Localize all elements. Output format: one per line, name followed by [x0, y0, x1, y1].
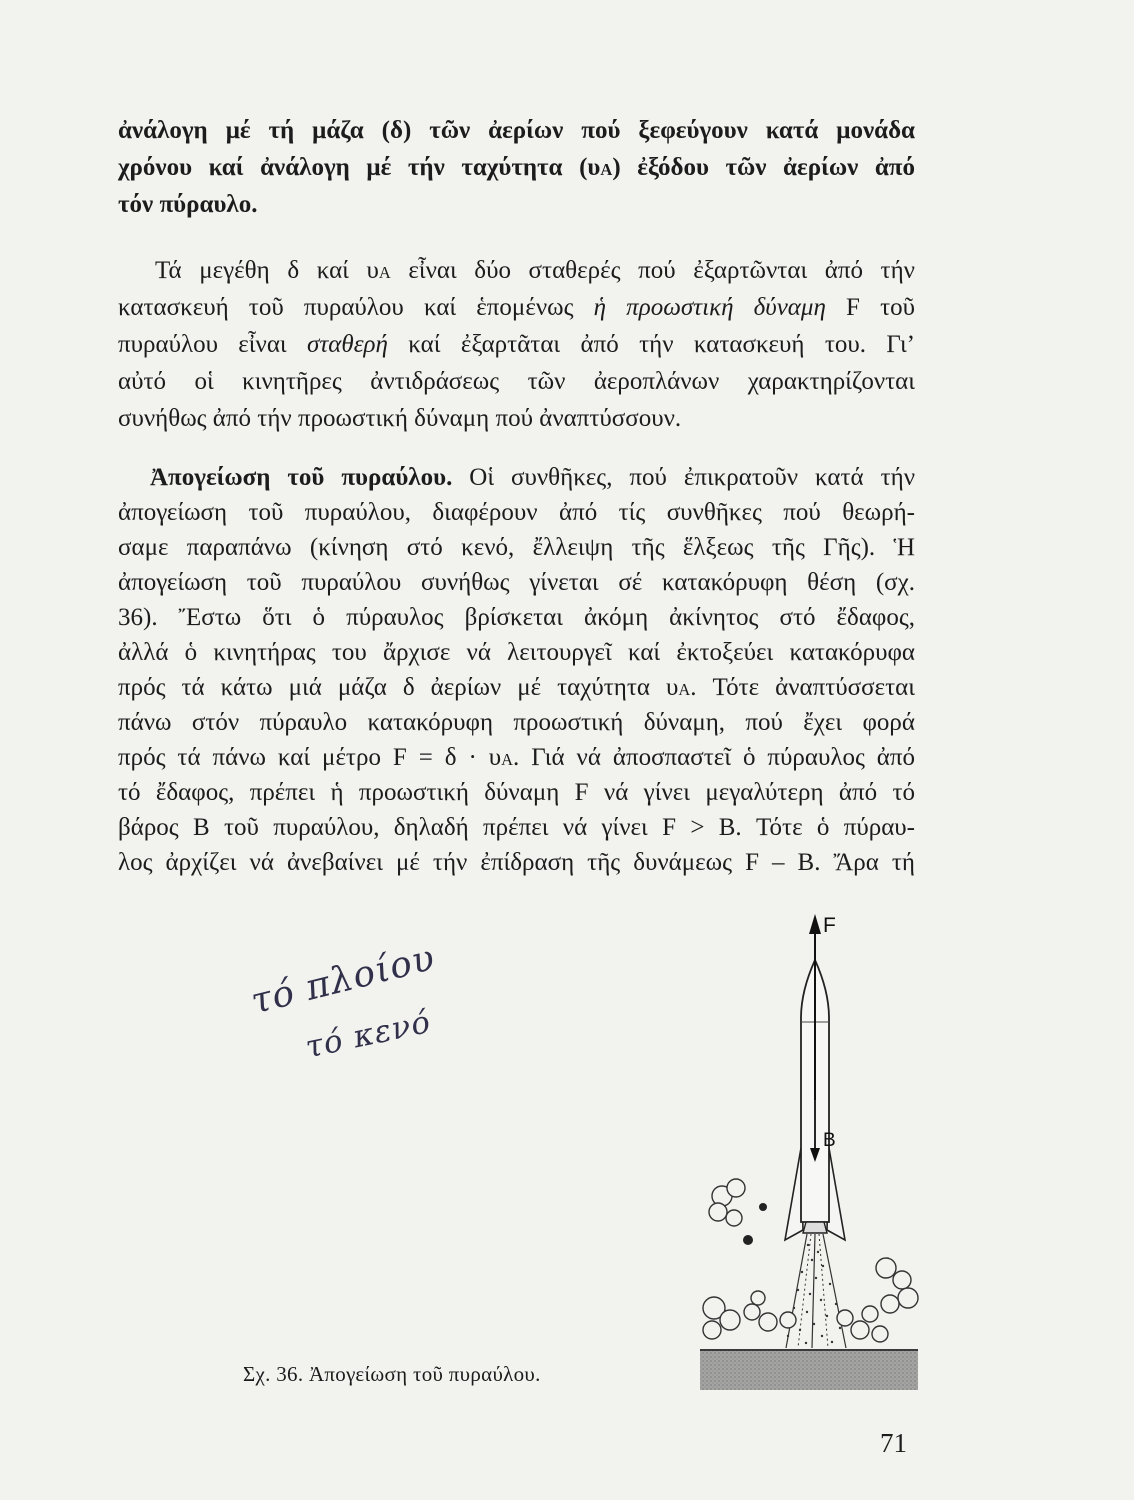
- text-run: ἀλλά ὁ κινητήρας του ἄρχισε νά λειτουργεῖ καί ἐκτοξεύει κατακόρυφα: [118, 639, 915, 666]
- text-run: χρόνου καί ἀνάλογη μέ τήν ταχύτητα (υ: [118, 154, 601, 181]
- text-line: [118, 400, 915, 437]
- text-line: [118, 252, 915, 289]
- smoke-cloud-bottom-left: [703, 1291, 796, 1339]
- text-run: F τοῦ: [825, 294, 916, 321]
- page-number: 71: [880, 1428, 907, 1458]
- text-run: πυραύλου εἶναι: [118, 331, 308, 358]
- text-line: [118, 363, 915, 400]
- text-run: ἀπογείωση τοῦ πυραύλου, διαφέρουν ἀπό τίς συνθῆκες πού θεωρή-: [118, 499, 915, 526]
- paragraph-bold-definition: [118, 112, 915, 223]
- handwritten-note: τό πλοίου: [247, 937, 440, 1023]
- text-run: σταθερή: [307, 331, 388, 358]
- text-run: . Τότε ἀναπτύσσεται: [690, 674, 915, 701]
- text-line: [118, 186, 915, 223]
- debris-dot: [743, 1235, 753, 1245]
- text-run: 36). Ἔστω ὅτι ὁ πύραυλος βρίσκεται ἀκόμη ἀκίνητος στό ἔδαφος,: [118, 604, 915, 631]
- text-line: [118, 740, 915, 775]
- text-run: Ἀπογείωση τοῦ πυραύλου.: [150, 464, 453, 491]
- text-line: [118, 810, 915, 845]
- paragraph-rocket-launch: [118, 460, 915, 880]
- smoke-cloud-right: [837, 1258, 918, 1342]
- weight-label: B: [823, 1130, 836, 1151]
- rocket-launch-figure: [690, 900, 930, 1400]
- text-run: A: [378, 263, 391, 282]
- figure-caption: Σχ. 36. Ἀπογείωση τοῦ πυραύλου.: [243, 1362, 541, 1386]
- text-run: αὐτό οἱ κινητῆρες ἀντιδράσεως τῶν ἀεροπλάνων χαρακτηρίζονται: [118, 368, 915, 395]
- text-run: A: [678, 680, 691, 699]
- text-run: κατασκευή τοῦ πυραύλου καί ἑπομένως: [118, 294, 594, 321]
- text-run: Οἱ συνθῆκες, πού ἐπικρατοῦν κατά τήν: [452, 464, 915, 491]
- text-run: πρός τά κάτω μιά μάζα δ ἀερίων μέ ταχύτητα υ: [118, 674, 679, 701]
- text-line: [118, 495, 915, 530]
- text-line: [118, 289, 915, 326]
- text-line: [118, 530, 915, 565]
- text-run: ) ἐξόδου τῶν ἀερίων ἀπό: [612, 154, 915, 181]
- text-line: [118, 845, 915, 880]
- text-run: A: [501, 750, 514, 769]
- debris-dot: [759, 1203, 767, 1211]
- text-run: καί ἐξαρτᾶται ἀπό τήν κατασκευή του. Γι’: [387, 331, 915, 358]
- paragraph-thrust-constant: [118, 252, 915, 437]
- text-line: [118, 600, 915, 635]
- text-line: [118, 326, 915, 363]
- text-line: [118, 775, 915, 810]
- ground: [700, 1350, 918, 1390]
- text-run: τό ἔδαφος, πρέπει ἡ προωστική δύναμη F νά γίνει μεγαλύτερη ἀπό τό: [118, 779, 915, 806]
- text-run: πρός τά πάνω καί μέτρο F = δ · υ: [118, 744, 502, 771]
- text-run: τόν πύραυλο.: [118, 191, 258, 218]
- exhaust-plume: [786, 1234, 846, 1348]
- text-line: [118, 112, 915, 149]
- rocket-nozzle: [803, 1222, 827, 1233]
- text-run: σαμε παραπάνω (κίνηση στό κενό, ἔλλειψη τῆς ἕλξεως τῆς Γῆς). Ἡ: [118, 534, 915, 561]
- text-line: [118, 705, 915, 740]
- text-run: βάρος B τοῦ πυραύλου, δηλαδή πρέπει νά γίνει F > B. Τότε ὁ πύραυ-: [118, 814, 915, 841]
- text-run: πάνω στόν πύραυλο κατακόρυφη προωστική δύναμη, πού ἔχει φορά: [118, 709, 915, 736]
- text-run: Τά μεγέθη δ καί υ: [155, 257, 379, 284]
- text-line: [118, 149, 915, 186]
- smoke-cloud-left: [709, 1179, 745, 1226]
- text-line: [118, 565, 915, 600]
- text-line: [118, 460, 915, 495]
- text-run: συνήθως ἀπό τήν προωστική δύναμη πού ἀναπτύσσουν.: [118, 405, 682, 432]
- force-label: F: [823, 914, 836, 937]
- text-run: λος ἀρχίζει νά ἀνεβαίνει μέ τήν ἐπίδραση τῆς δυνάμεως F – B. Ἄρα τή: [118, 849, 915, 876]
- text-run: ἡ προωστική δύναμη: [593, 294, 826, 321]
- thrust-arrowhead: [809, 914, 821, 934]
- text-line: [118, 635, 915, 670]
- text-run: ἀπογείωση τοῦ πυραύλου συνήθως γίνεται σέ κατακόρυφη θέση (σχ.: [118, 569, 915, 596]
- text-run: A: [600, 160, 613, 179]
- text-line: [118, 670, 915, 705]
- text-run: εἶναι δύο σταθερές πού ἐξαρτῶνται ἀπό τήν: [390, 257, 915, 284]
- text-run: . Γιά νά ἀποσπαστεῖ ὁ πύραυλος ἀπό: [513, 744, 915, 771]
- handwritten-note: τό κενό: [302, 1003, 435, 1066]
- text-run: ἀνάλογη μέ τή μάζα (δ) τῶν ἀερίων πού ξεφεύγουν κατά μονάδα: [118, 117, 915, 144]
